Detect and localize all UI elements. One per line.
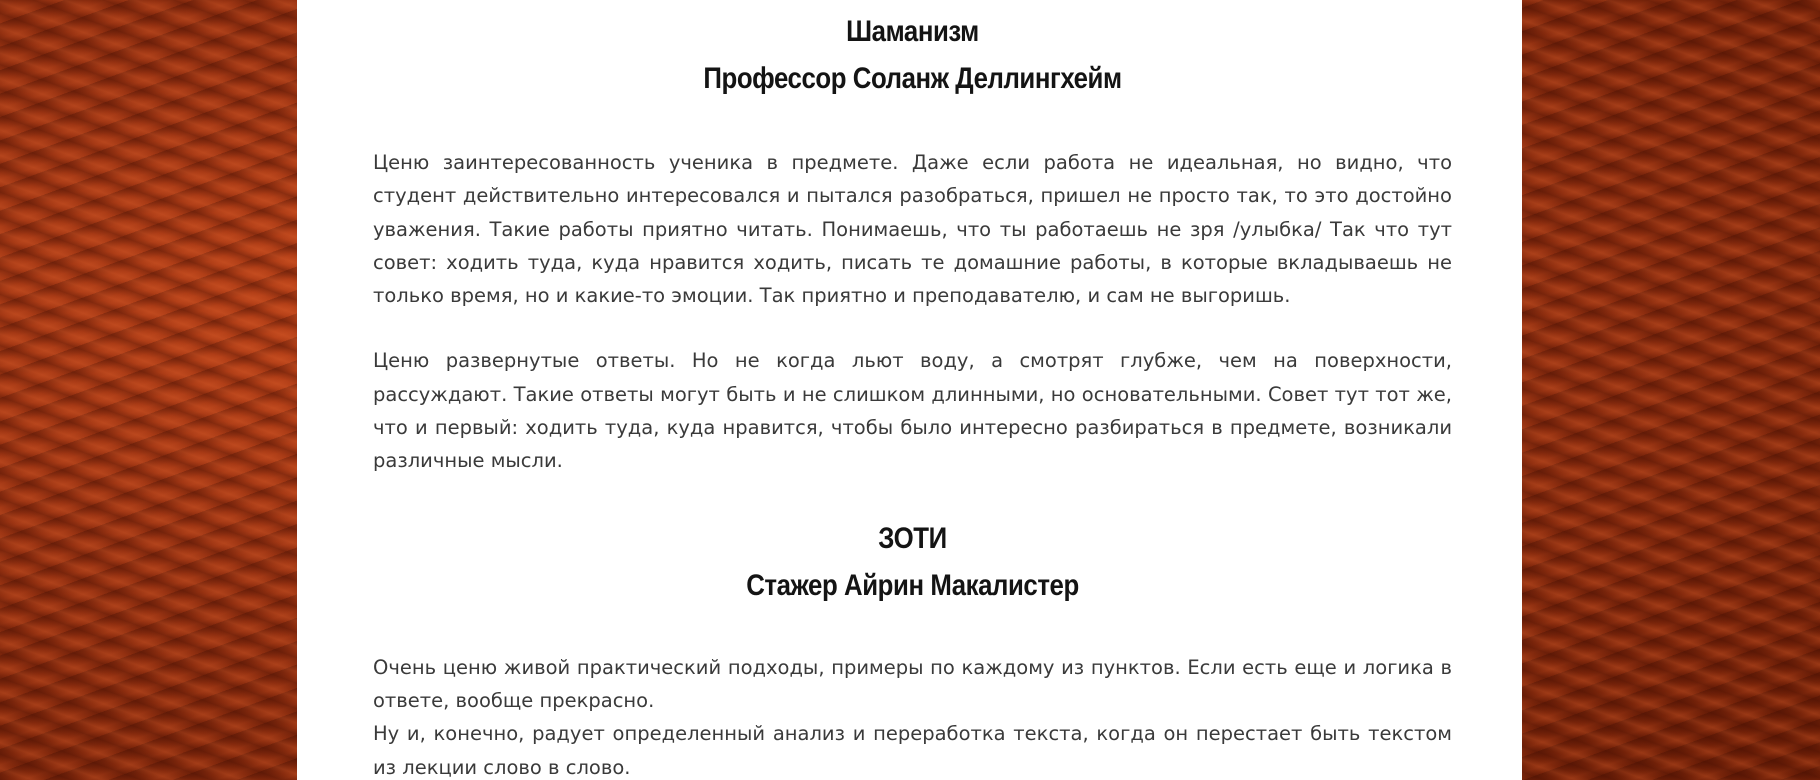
paragraph: Ценю заинтересованность ученика в предмете. Даже если работа не идеальная, но видно, что студент действительно интересовался и пытался разобраться, пришел не просто так, то это достойно уважения. Такие работы приятно читать. Понимаешь, что ты работаешь не зря /улыбка/ Так что тут совет: ходить туда, куда нравится ходить, писать те домашние работы, в которые вкладываешь не только время, но и какие-то эмоции. Так приятно и преподавателю, и сам не выгоришь.	[373, 151, 1452, 308]
content-column	[373, 0, 1452, 780]
wood-background-right	[1522, 0, 1820, 780]
paragraph: Очень ценю живой практический подходы, примеры по каждому из пунктов. Если есть еще и логика в ответе, вообще прекрасно.	[373, 655, 1452, 712]
subject-title: ЗОТИ	[878, 521, 947, 555]
teacher-name: Стажер Айрин Макалистер	[746, 568, 1079, 602]
paragraph: Ну и, конечно, радует определенный анализ и переработка текста, когда он перестает быть текстом из лекции слово в слово.	[373, 722, 1452, 779]
section-zoti	[373, 515, 1452, 780]
teacher-name: Профессор Соланж Деллингхейм	[703, 62, 1122, 95]
subject-title: Шаманизм	[846, 15, 979, 48]
wood-background-left	[0, 0, 297, 780]
paragraph: Ценю развернутые ответы. Но не когда льют воду, а смотрят глубже, чем на поверхности, рассуждают. Такие ответы могут быть и не слишком длинными, но основательными. Совет тут тот же, что и первый: ходить туда, куда нравится, чтобы было интересно разбираться в предмете, возникали различные мысли.	[373, 349, 1452, 473]
content-page	[297, 0, 1522, 780]
section-shamanism	[373, 0, 1452, 478]
